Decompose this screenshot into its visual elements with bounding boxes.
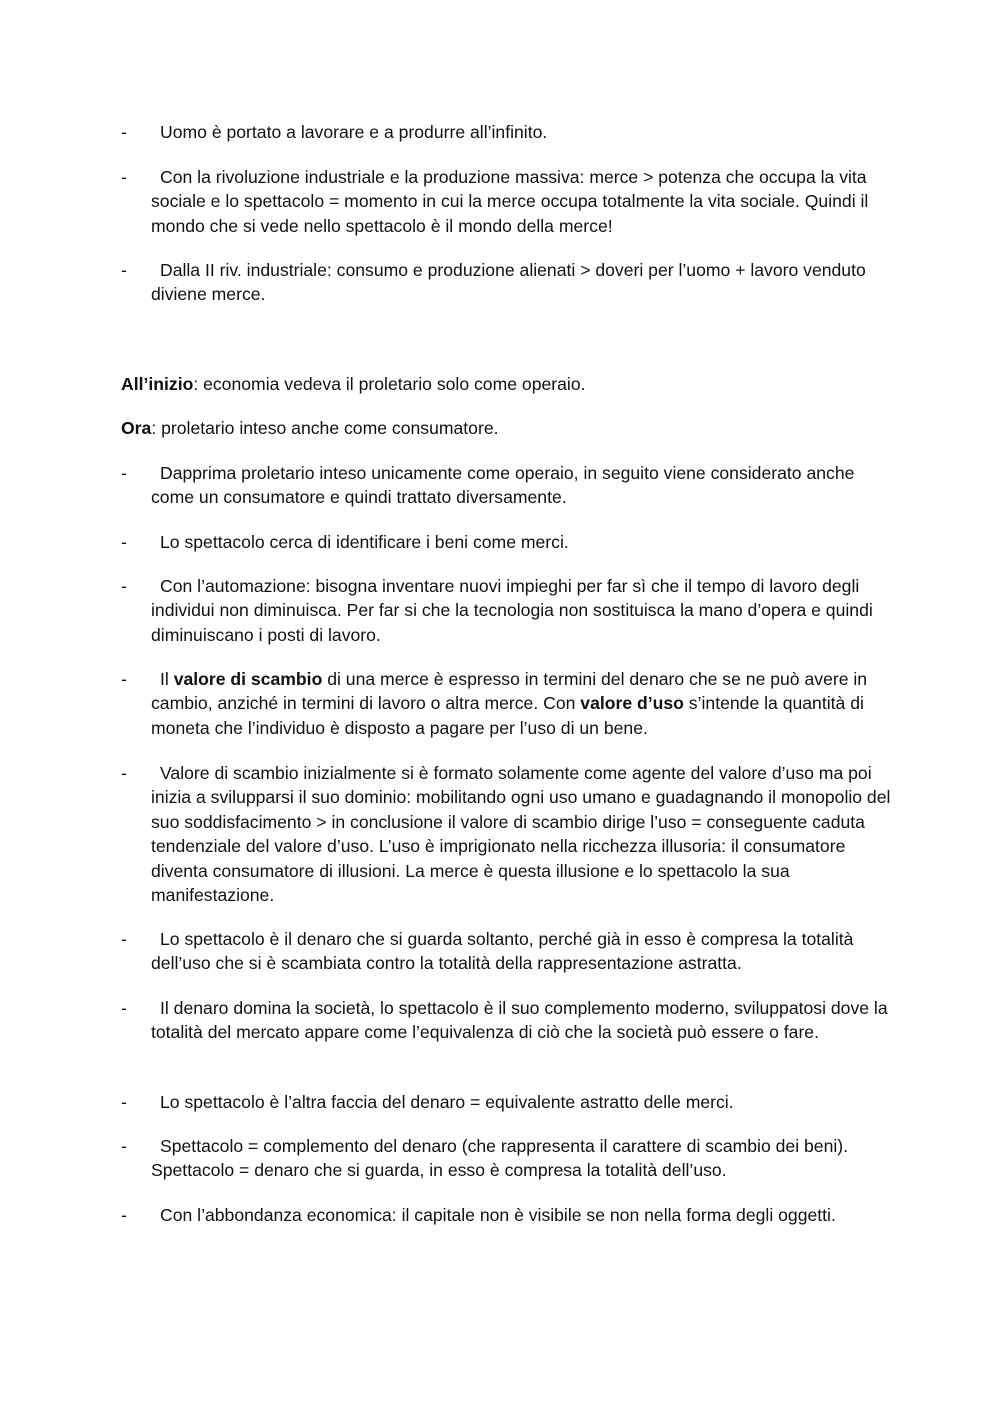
bullet-dash: - (121, 122, 127, 142)
bullet-dash: - (121, 669, 127, 689)
list-item (121, 1203, 891, 1227)
list-item-text: Con la rivoluzione industriale e la produzione massiva: merce > potenza che occupa la vita sociale e lo spettacolo = momento in cui la merce occupa totalmente la vita sociale. Quindi il mondo che si vede nello spettacolo è il mondo della merce! (151, 167, 869, 236)
list-item (121, 574, 891, 647)
list-item (121, 258, 891, 307)
list-item (121, 996, 891, 1045)
list-item (121, 530, 891, 554)
bullet-dash: - (121, 929, 127, 949)
bullet-dash: - (121, 167, 127, 187)
list-item-text: Con l’abbondanza economica: il capitale non è visibile se non nella forma degli oggetti. (160, 1205, 836, 1225)
list-item-valore (121, 667, 891, 740)
bullet-dash: - (121, 1136, 127, 1156)
list-item-text: Dapprima proletario inteso unicamente come operaio, in seguito viene considerato anche come un consumatore e quindi trattato diversamente. (151, 463, 855, 508)
text-run: di una merce è espresso in termini del denaro che se ne può avere in cambio, anziché in termini di lavoro o altra merce. Con (151, 669, 868, 714)
paragraph-text: : economia vedeva il proletario solo come operaio. (193, 374, 586, 394)
list-item-text (151, 667, 891, 740)
term-valore-di-scambio: valore di scambio (173, 669, 323, 689)
paragraph-label: Ora (121, 418, 152, 438)
list-item-text: Uomo è portato a lavorare e a produrre all’infinito. (160, 122, 548, 142)
list-item-text: Lo spettacolo è l’altra faccia del denaro = equivalente astratto delle merci. (160, 1092, 734, 1112)
list-item (121, 120, 891, 144)
bullet-dash: - (121, 1205, 127, 1225)
list-item (121, 461, 891, 510)
paragraph-all-inizio (121, 372, 891, 396)
list-item-text: Lo spettacolo cerca di identificare i beni come merci. (160, 532, 569, 552)
list-item (121, 165, 891, 238)
bullet-dash: - (121, 1092, 127, 1112)
list-item-text: Con l’automazione: bisogna inventare nuovi impieghi per far sì che il tempo di lavoro degli individui non diminuisca. Per far si che la tecnologia non sostituisca la mano d’opera e quindi diminuiscano i posti di lavoro. (151, 576, 873, 645)
bullet-dash: - (121, 463, 127, 483)
paragraph-label: All’inizio (121, 374, 194, 394)
bullet-dash: - (121, 576, 127, 596)
list-item-text: Lo spettacolo è il denaro che si guarda soltanto, perché già in esso è compresa la totalità dell’uso che si è scambiata contro la totalità della rappresentazione astratta. (151, 929, 854, 974)
bullet-dash: - (121, 763, 127, 783)
text-run: s’intende la quantità di moneta che l’individuo è disposto a pagare per l’uso di un bene. (151, 693, 864, 738)
bullet-dash: - (121, 260, 127, 280)
list-item-text: Spettacolo = complemento del denaro (che rappresenta il carattere di scambio dei beni). Spettacolo = denaro che si guarda, in esso è compresa la totalità dell’uso. (151, 1136, 849, 1181)
list-item (121, 1090, 891, 1114)
paragraph-ora (121, 416, 891, 440)
list-item (121, 927, 891, 976)
list-item (121, 1134, 891, 1183)
text-run: Il (160, 669, 174, 689)
list-item-text: Valore di scambio inizialmente si è formato solamente come agente del valore d’uso ma poi inizia a svilupparsi il suo dominio: mobilitando ogni uso umano e guadagnando il monopolio del suo soddisfacimento > in conclusione il valore di scambio dirige l’uso = conseguente caduta tendenziale del valore d’uso. L’uso è imprigionato nella ricchezza illusoria: il consumatore diventa consumatore di illusioni. La merce è questa illusione e lo spettacolo la sua manifestazione. (151, 763, 891, 906)
list-item (121, 761, 891, 907)
paragraph-text: : proletario inteso anche come consumatore. (151, 418, 499, 438)
term-valore-d-uso: valore d’uso (580, 693, 684, 714)
list-item-text: Il denaro domina la società, lo spettacolo è il suo complemento moderno, sviluppatosi dove la totalità del mercato appare come l’equivalenza di ciò che la società può essere o fare. (151, 998, 888, 1043)
list-item-text: Dalla II riv. industriale: consumo e produzione alienati > doveri per l’uomo + lavoro venduto diviene merce. (151, 260, 866, 305)
bullet-dash: - (121, 998, 127, 1018)
bullet-dash: - (121, 532, 127, 552)
